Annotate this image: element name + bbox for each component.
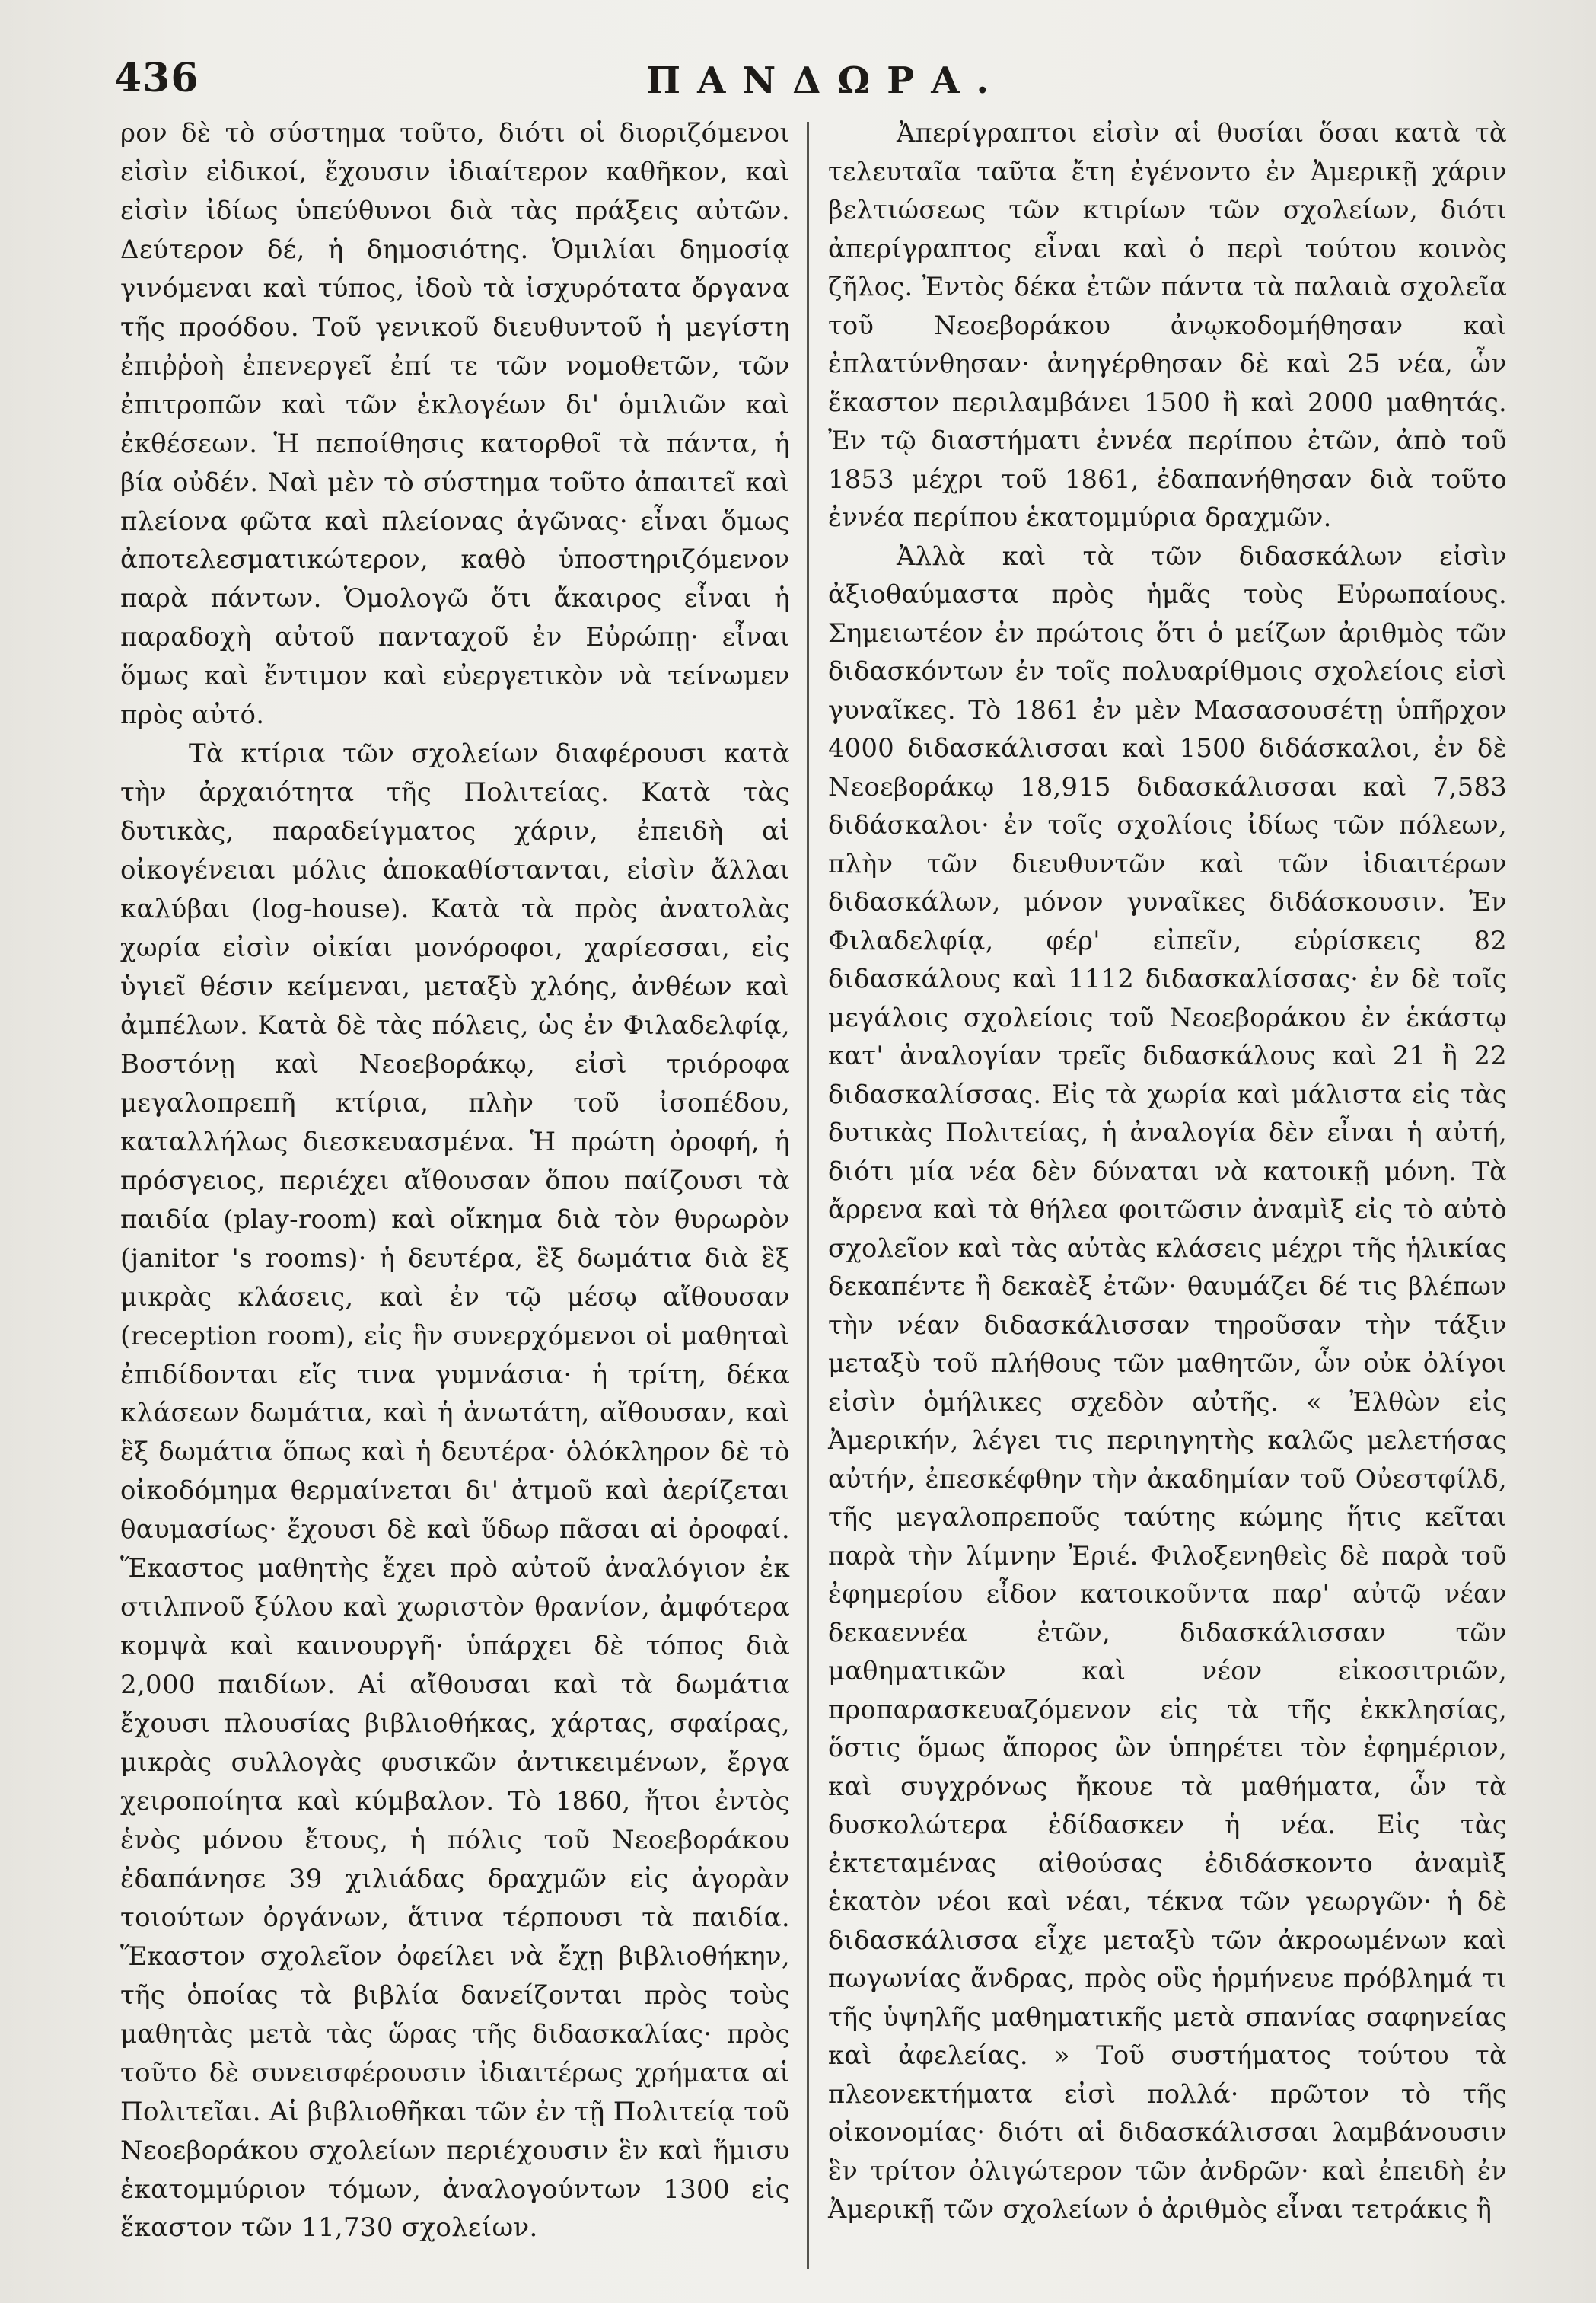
column-divider — [807, 122, 809, 2269]
page-number: 436 — [114, 55, 199, 101]
paragraph: Ἀπερίγραπτοι εἰσὶν αἱ θυσίαι ὅσαι κατὰ τὰ τελευταῖα ταῦτα ἔτη ἐγένοντο ἐν Ἀμερικῇ χάριν βελτιώσεως τῶν κτιρίων τῶν σχολείων, διότι ἀπερίγραπτος εἶναι καὶ ὁ περὶ τούτου κοινὸς ζῆλος. Ἐντὸς δέκα ἐτῶν πάντα τὰ παλαιὰ σχολεῖα τοῦ Νεοεβοράκου ἀνῳκοδομήθησαν καὶ ἐπλατύνθησαν· ἀνηγέρθησαν δὲ καὶ 25 νέα, ὧν ἕκαστον περιλαμβάνει 1500 ἢ καὶ 2000 μαθητάς. Ἐν τῷ διαστήματι ἐννέα περίπου ἐτῶν, ἀπὸ τοῦ 1853 μέχρι τοῦ 1861, ἐδαπανήθησαν διὰ τοῦτο ἐννέα περίπου ἑκατομμύρια δραχμῶν. — [828, 118, 1507, 532]
right-column — [828, 114, 1507, 2276]
page-header — [114, 55, 1537, 123]
paragraph: ρον δὲ τὸ σύστημα τοῦτο, διότι οἱ διοριζόμενοι εἰσὶν εἰδικοί, ἔχουσιν ἰδιαίτερον καθῆκον, καὶ εἰσὶν ἰδίως ὑπεύθυνοι διὰ τὰς πράξεις αὐτῶν. Δεύτερον δέ, ἡ δημοσιότης. Ὁμιλίαι δημοσίᾳ γινόμεναι καὶ τύπος, ἰδοὺ τὰ ἰσχυρότατα ὄργανα τῆς προόδου. Τοῦ γενικοῦ διευθυντοῦ ἡ μεγίστη ἐπιῤῥοὴ ἐπενεργεῖ ἐπί τε τῶν νομοθετῶν, τῶν ἐπιτροπῶν καὶ τῶν ἐκλογέων δι' ὁμιλιῶν καὶ ἐκθέσεων. Ἡ πεποίθησις κατορθοῖ τὰ πάντα, ἡ βία οὐδέν. Ναὶ μὲν τὸ σύστημα τοῦτο ἀπαιτεῖ καὶ πλείονα φῶτα καὶ πλείονας ἀγῶνας· εἶναι ὅμως ἀποτελεσματικώτερον, καθὸ ὑποστηριζόμενον παρὰ πάντων. Ὁμολογῶ ὅτι ἄκαιρος εἶναι ἡ παραδοχὴ αὐτοῦ πανταχοῦ ἐν Εὐρώπῃ· εἶναι ὅμως καὶ ἔντιμον καὶ εὐεργετικὸν νὰ τείνωμεν πρὸς αὐτό. — [120, 118, 790, 731]
paragraph: Τὰ κτίρια τῶν σχολείων διαφέρουσι κατὰ τὴν ἀρχαιότητα τῆς Πολιτείας. Κατὰ τὰς δυτικὰς, παραδείγματος χάριν, ἐπειδὴ αἱ οἰκογένειαι μόλις ἀποκαθίστανται, εἰσὶν ἄλλαι καλύβαι (log-house). Κατὰ τὰ πρὸς ἀνατολὰς χωρία εἰσὶν οἰκίαι μονόροφοι, χαρίεσσαι, εἰς ὑγιεῖ θέσιν κείμεναι, μεταξὺ χλόης, ἀνθέων καὶ ἀμπέλων. Κατὰ δὲ τὰς πόλεις, ὡς ἐν Φιλαδελφίᾳ, Βοστόνῃ καὶ Νεοεβοράκῳ, εἰσὶ τριόροφα μεγαλοπρεπῆ κτίρια, πλὴν τοῦ ἰσοπέδου, καταλλήλως διεσκευασμένα. Ἡ πρώτη ὀροφή, ἡ πρόσγειος, περιέχει αἴθουσαν ὅπου παίζουσι τὰ παιδία (play-room) καὶ οἴκημα διὰ τὸν θυρωρὸν (janitor 's rooms)· ἡ δευτέρα, ἓξ δωμάτια διὰ ἓξ μικρὰς κλάσεις, καὶ ἐν τῷ μέσῳ αἴθουσαν (reception room), εἰς ἣν συνερχόμενοι οἱ μαθηταὶ ἐπιδίδονται εἴς τινα γυμνάσια· ἡ τρίτη, δέκα κλάσεων δωμάτια, καὶ ἡ ἀνωτάτη, αἴθουσαν, καὶ ἓξ δωμάτια ὅπως καὶ ἡ δευτέρα· ὁλόκληρον δὲ τὸ οἰκοδόμημα θερμαίνεται δι' ἀτμοῦ καὶ ἀερίζεται θαυμασίως· ἔχουσι δὲ καὶ ὕδωρ πᾶσαι αἱ ὀροφαί. Ἕκαστος μαθητὴς ἔχει πρὸ αὐτοῦ ἀναλόγιον ἐκ στιλπνοῦ ξύλου καὶ χωριστὸν θρανίον, ἀμφότερα κομψὰ καὶ καινουργῆ· ὑπάρχει δὲ τόπος διὰ 2,000 παιδίων. Αἱ αἴθουσαι καὶ τὰ δωμάτια ἔχουσι πλουσίας βιβλιοθήκας, χάρτας, σφαίρας, μικρὰς συλλογὰς φυσικῶν ἀντικειμένων, ἔργα χειροποίητα καὶ κύμβαλον. Τὸ 1860, ἤτοι ἐντὸς ἑνὸς μόνου ἔτους, ἡ πόλις τοῦ Νεοεβοράκου ἐδαπάνησε 39 χιλιάδας δραχμῶν εἰς ἀγορὰν τοιούτων ὀργάνων, ἅτινα τέρπουσι τὰ παιδία. Ἕκαστον σχολεῖον ὀφείλει νὰ ἔχῃ βιβλιοθήκην, τῆς ὁποίας τὰ βιβλία δανείζονται πρὸς τοὺς μαθητὰς μετὰ τὰς ὥρας τῆς διδασκαλίας· πρὸς τοῦτο δὲ συνεισφέρουσιν ἰδιαιτέρως χρήματα αἱ Πολιτεῖαι. Αἱ βιβλιοθῆκαι τῶν ἐν τῇ Πολιτείᾳ τοῦ Νεοεβοράκου σχολείων περιέχουσιν ἓν καὶ ἥμισυ ἑκατομμύριον τόμων, ἀναλογούντων 1300 εἰς ἕκαστον τῶν 11,730 σχολείων. — [120, 738, 790, 2244]
running-title: ΠΑΝΔΩΡΑ. — [645, 59, 1006, 102]
left-column — [120, 114, 790, 2276]
paragraph: Ἀλλὰ καὶ τὰ τῶν διδασκάλων εἰσὶν ἀξιοθαύμαστα πρὸς ἡμᾶς τοὺς Εὐρωπαίους. Σημειωτέον ἐν πρώτοις ὅτι ὁ μείζων ἀριθμὸς τῶν διδασκόντων ἐν τοῖς πολυαρίθμοις σχολείοις εἰσὶ γυναῖκες. Τὸ 1861 ἐν μὲν Μασασουσέτῃ ὑπῆρχον 4000 διδασκάλισσαι καὶ 1500 διδάσκαλοι, ἐν δὲ Νεοεβοράκῳ 18,915 διδασκάλισσαι καὶ 7,583 διδάσκαλοι· ἐν τοῖς σχολίοις ἰδίως τῶν πόλεων, πλὴν τῶν διευθυντῶν καὶ τῶν ἰδιαιτέρων διδασκάλων, μόνον γυναῖκες διδάσκουσιν. Ἐν Φιλαδελφίᾳ, φέρ' εἰπεῖν, εὑρίσκεις 82 διδασκάλους καὶ 1112 διδασκαλίσσας· ἐν δὲ τοῖς μεγάλοις σχολείοις τοῦ Νεοεβοράκου ἐν ἑκάστῳ κατ' ἀναλογίαν τρεῖς διδασκάλους καὶ 21 ἢ 22 διδασκαλίσσας. Εἰς τὰ χωρία καὶ μάλιστα εἰς τὰς δυτικὰς Πολιτείας, ἡ ἀναλογία δὲν εἶναι ἡ αὐτή, διότι μία νέα δὲν δύναται νὰ κατοικῇ μόνη. Τὰ ἄρρενα καὶ τὰ θήλεα φοιτῶσιν ἀναμὶξ εἰς τὸ αὐτὸ σχολεῖον καὶ τὰς αὐτὰς κλάσεις μέχρι τῆς ἡλικίας δεκαπέντε ἢ δεκαὲξ ἐτῶν· θαυμάζει δέ τις βλέπων τὴν νέαν διδασκάλισσαν τηροῦσαν τὴν τάξιν μεταξὺ τοῦ πλήθους τῶν μαθητῶν, ὧν οὐκ ὀλίγοι εἰσὶν ὁμήλικες σχεδὸν αὐτῆς. « Ἐλθὼν εἰς Ἀμερικήν, λέγει τις περιηγητὴς καλῶς μελετήσας αὐτήν, ἐπεσκέφθην τὴν ἀκαδημίαν τοῦ Οὐεστφίλδ, τῆς μεγαλοπρεποῦς ταύτης κώμης ἥτις κεῖται παρὰ τὴν λίμνην Ἐριέ. Φιλοξενηθεὶς δὲ παρὰ τοῦ ἐφημερίου εἶδον κατοικοῦντα παρ' αὐτῷ νέαν δεκαεννέα ἐτῶν, διδασκάλισσαν τῶν μαθηματικῶν καὶ νέον εἰκοσιτριῶν, προπαρασκευαζόμενον εἰς τὰ τῆς ἐκκλησίας, ὅστις ὅμως ἄπορος ὢν ὑπηρέτει τὸν ἐφημέριον, καὶ συγχρόνως ἤκουε τὰ μαθήματα, ὧν τὰ δυσκολώτερα ἐδίδασκεν ἡ νέα. Εἰς τὰς ἐκτεταμένας αἰθούσας ἐδιδάσκοντο ἀναμὶξ ἑκατὸν νέοι καὶ νέαι, τέκνα τῶν γεωργῶν· ἡ δὲ διδασκάλισσα εἶχε μεταξὺ τῶν ἀκροωμένων καὶ πωγωνίας ἄνδρας, πρὸς οὓς ἡρμήνευε πρόβλημά τι τῆς ὑψηλῆς μαθηματικῆς μετὰ σπανίας σαφηνείας καὶ ἀφελείας. » Τοῦ συστήματος τούτου τὰ πλεονεκτήματα εἰσὶ πολλά· πρῶτον τὸ τῆς οἰκονομίας· διότι αἱ διδασκάλισσαι λαμβάνουσιν ἓν τρίτον ὀλιγώτερον τῶν ἀνδρῶν· καὶ ἐπειδὴ ἐν Ἀμερικῇ τῶν σχολείων ὁ ἀριθμὸς εἶναι τετράκις ἢ — [828, 541, 1507, 2224]
